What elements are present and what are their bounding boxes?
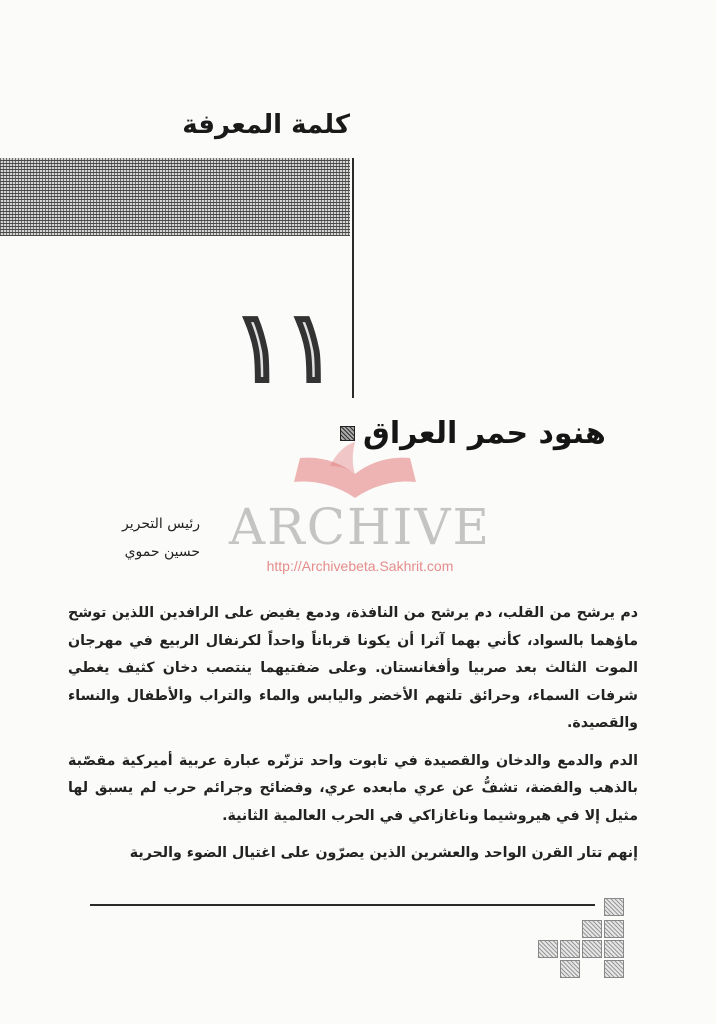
- article-title-text: هنود حمر العراق: [363, 416, 606, 451]
- ornament-square: [604, 898, 624, 916]
- issue-number: ١١: [233, 290, 337, 403]
- author-block: [60, 510, 200, 566]
- ornament-square: [604, 960, 624, 978]
- footer-rule: [90, 904, 595, 906]
- ornament-square: [582, 940, 602, 958]
- paragraph: دم يرشح من القلب، دم يرشح من النافذة، ودمع يفيض على الرافدين اللذين توشح ماؤهما بالسواد، كأني بهما آثرا أن يكونا قرباناً واحداً لكرنفال الربيع في مهرجان الموت الثالث بعد صربيا وأفغانستان. وعلى ضفتيهما ينتصب دخان كثيف يغطي شرفات السماء، وحرائق تلتهم الأخضر واليابس والماء والتراب والأطفال والنساء والقصيدة.: [68, 605, 638, 731]
- author-role: رئيس التحرير: [122, 516, 200, 532]
- corner-ornament: [538, 898, 630, 978]
- ornament-square: [604, 940, 624, 958]
- watermark-text: ARCHIVE: [229, 498, 491, 556]
- article-body: [68, 600, 638, 878]
- paragraph: الدم والدمع والدخان والقصيدة في تابوت واحد تزنّره عبارة عربية أميركية مقصّبة بالذهب والفضة، تشفُّ عن عري مابعده عري، وفضائح وجرائم حرب لم يسبق لها مثيل إلا في هيروشيما وناغازاكي في الحرب العالمية الثانية.: [68, 752, 638, 824]
- section-title: كلمة المعرفة: [182, 110, 350, 140]
- author-name: حسين حموي: [124, 544, 200, 560]
- ornament-square: [560, 960, 580, 978]
- article-title: [340, 416, 630, 451]
- title-bullet-square: [340, 426, 355, 441]
- archive-watermark: [220, 440, 500, 590]
- ornament-square: [560, 940, 580, 958]
- ornament-square: [538, 940, 558, 958]
- paragraph: إنهم تتار القرن الواحد والعشرين الذين يصرّون على اغتيال الضوء والحرية: [129, 845, 638, 861]
- ornament-square: [604, 920, 624, 938]
- hatched-header-band: [0, 158, 350, 236]
- ornament-square: [582, 920, 602, 938]
- watermark-url: http://Archivebeta.Sakhrit.com: [266, 558, 454, 574]
- header-vertical-rule: [352, 158, 354, 398]
